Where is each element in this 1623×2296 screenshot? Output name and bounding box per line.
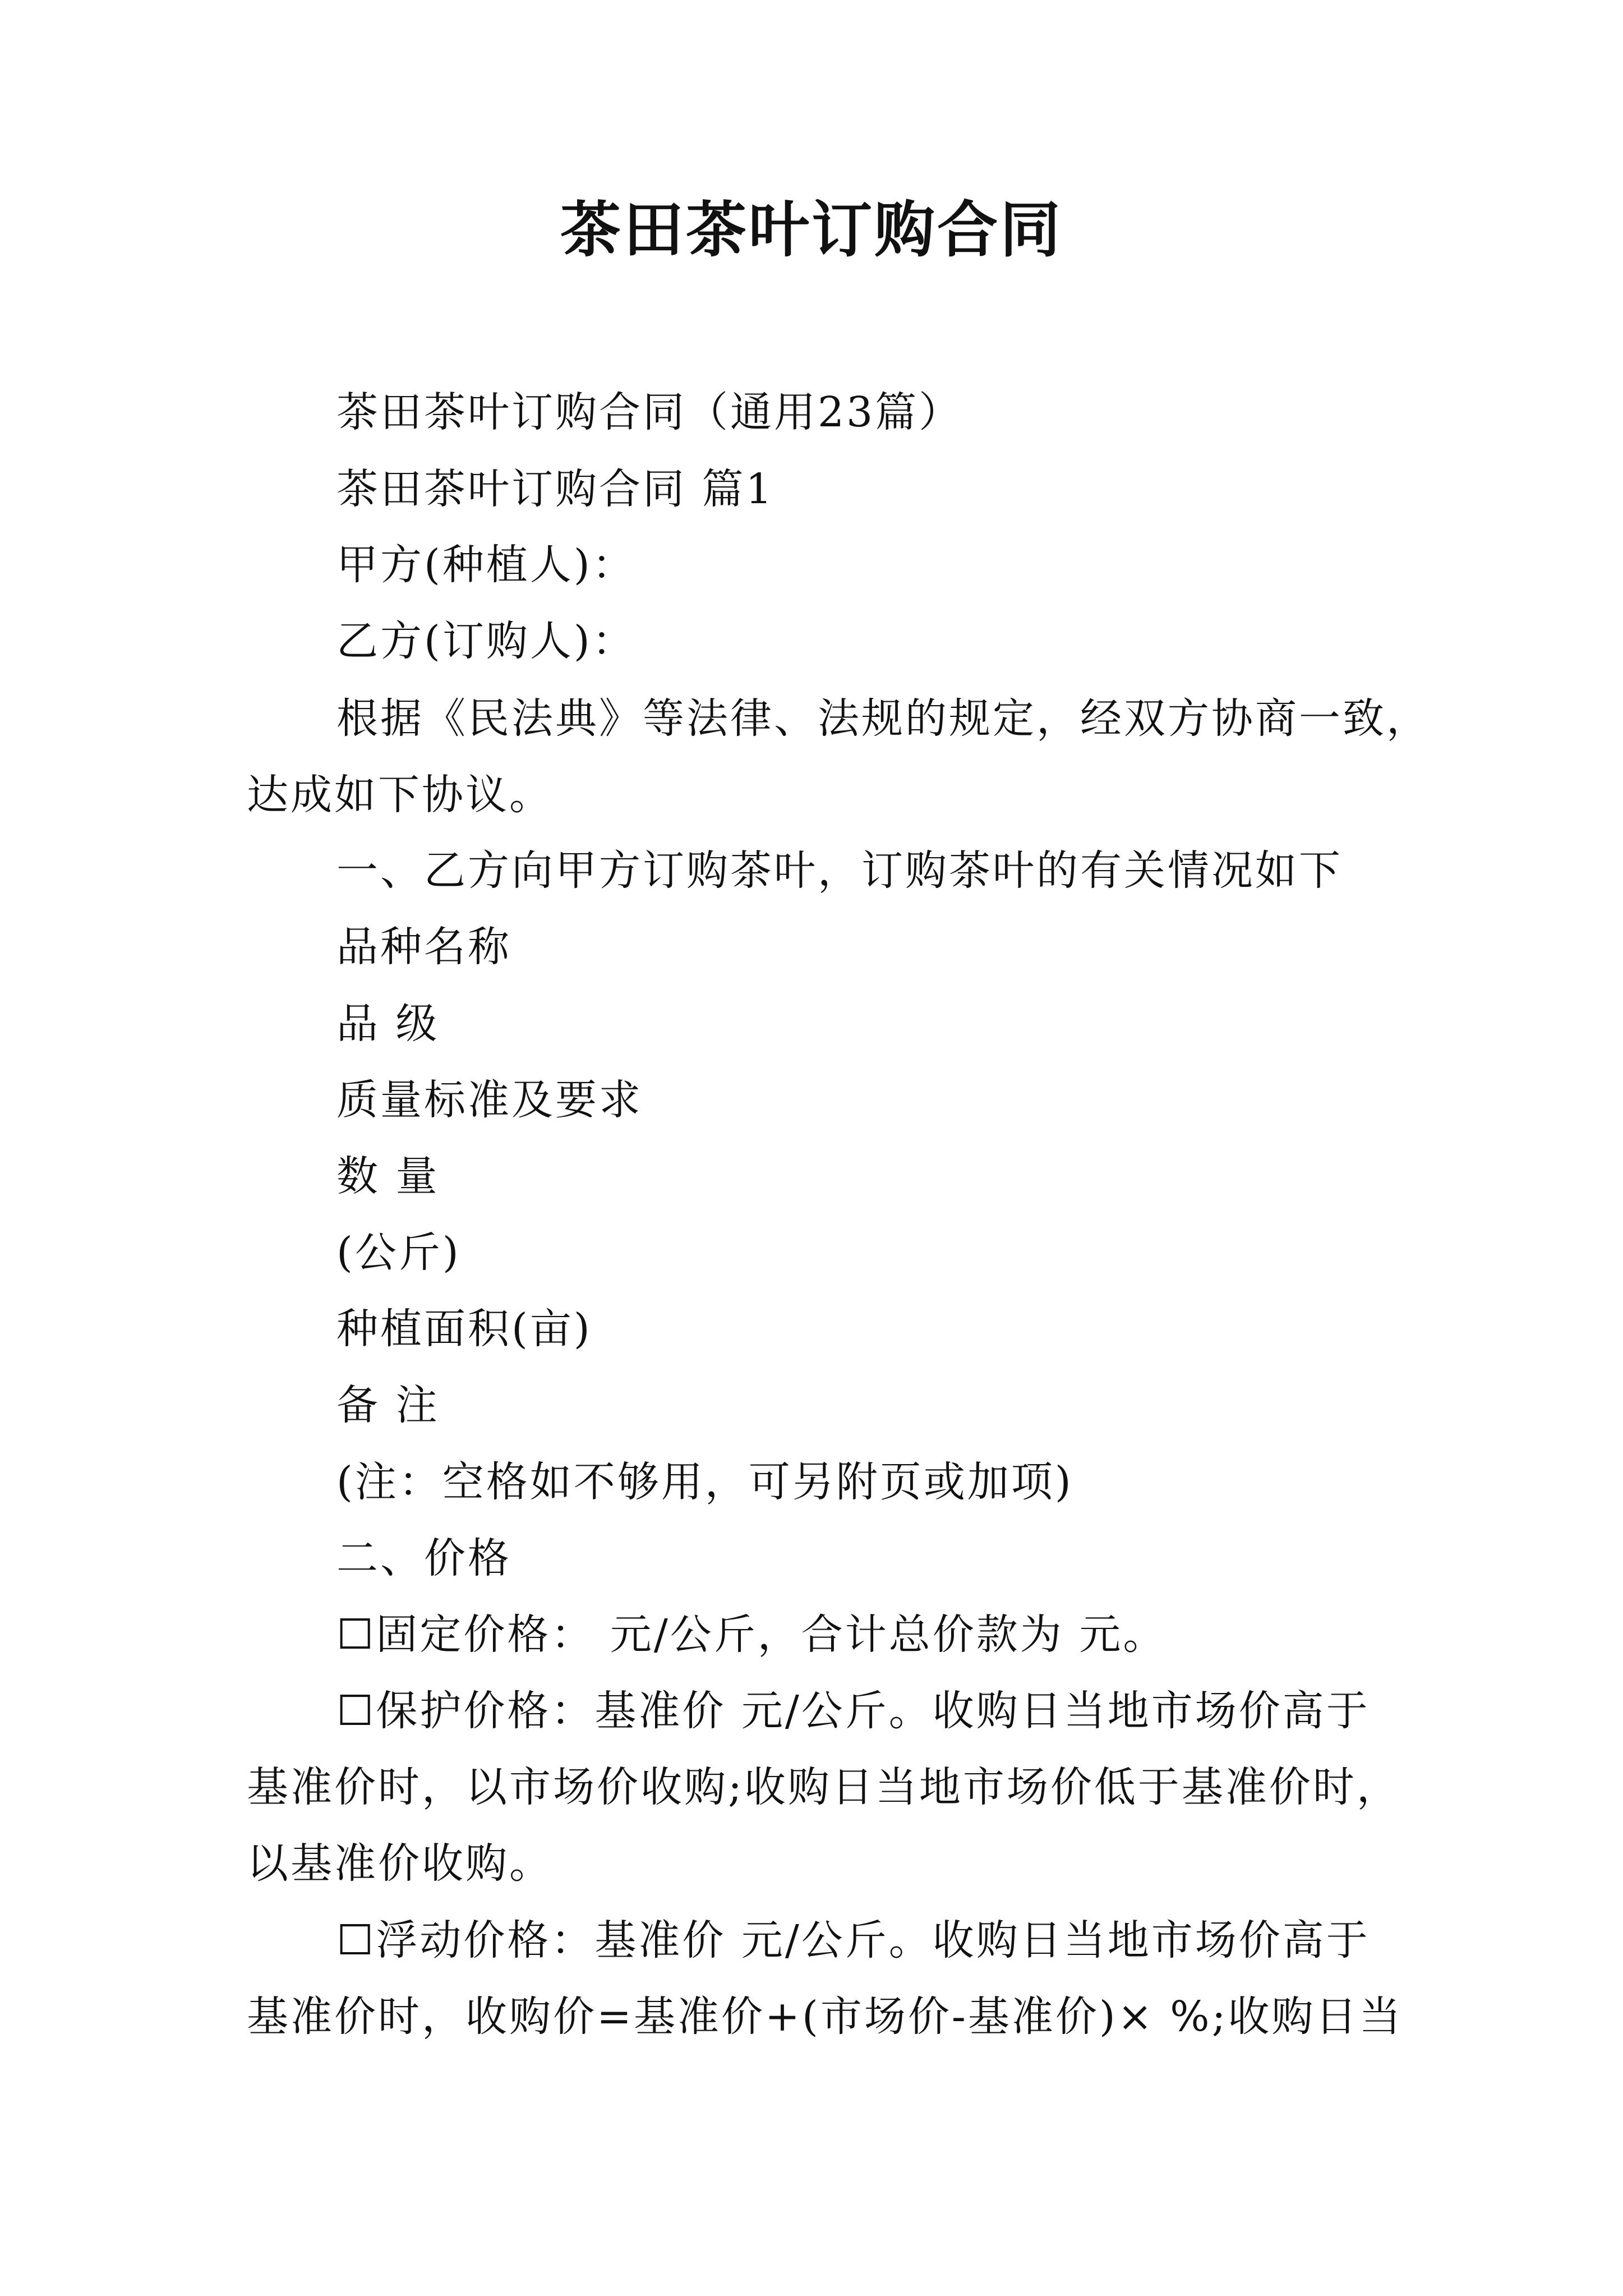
party-b-line: 乙方(订购人)： (336, 617, 636, 665)
field-label: 种植面积(亩) (336, 1305, 592, 1353)
field-label: 质量标准及要求 (336, 1076, 643, 1124)
party-a-line: 甲方(种植人)： (336, 541, 636, 589)
paragraph-line: 达成如下协议。 (247, 771, 553, 819)
paragraph-line: 基准价时，以市场价收购;收购日当地市场价低于基准价时， (247, 1763, 1400, 1811)
field-label: 备 注 (336, 1381, 440, 1429)
paragraph-line: 基准价时，收购价=基准价+(市场价-基准价)× %;收购日当 (247, 1993, 1403, 2041)
document-title: 茶田茶叶订购合同 (560, 195, 1063, 265)
price-option-line: ☐保护价格：基准价 元/公斤。收购日当地市场价高于 (336, 1687, 1370, 1735)
clause-heading: 一、乙方向甲方订购茶叶，订购茶叶的有关情况如下 (336, 846, 1343, 895)
paragraph-line: 根据《民法典》等法律、法规的规定，经双方协商一致， (336, 694, 1430, 743)
clause-heading: 二、价格 (336, 1534, 511, 1582)
paragraph-line: 以基准价收购。 (247, 1839, 553, 1888)
field-label: 品 级 (336, 1000, 440, 1048)
contract-subtitle: 茶田茶叶订购合同（通用23篇） (336, 388, 963, 436)
note-line: (注：空格如不够用，可另附页或加项) (336, 1458, 1073, 1506)
price-option-line: ☐固定价格： 元/公斤，合计总价款为 元。 (336, 1611, 1167, 1659)
field-label: 品种名称 (336, 923, 511, 971)
section-heading: 茶田茶叶订购合同 篇1 (336, 465, 774, 513)
price-option-line: ☐浮动价格：基准价 元/公斤。收购日当地市场价高于 (336, 1916, 1370, 1964)
field-label: 数 量 (336, 1152, 440, 1200)
field-label: (公斤) (336, 1228, 461, 1277)
